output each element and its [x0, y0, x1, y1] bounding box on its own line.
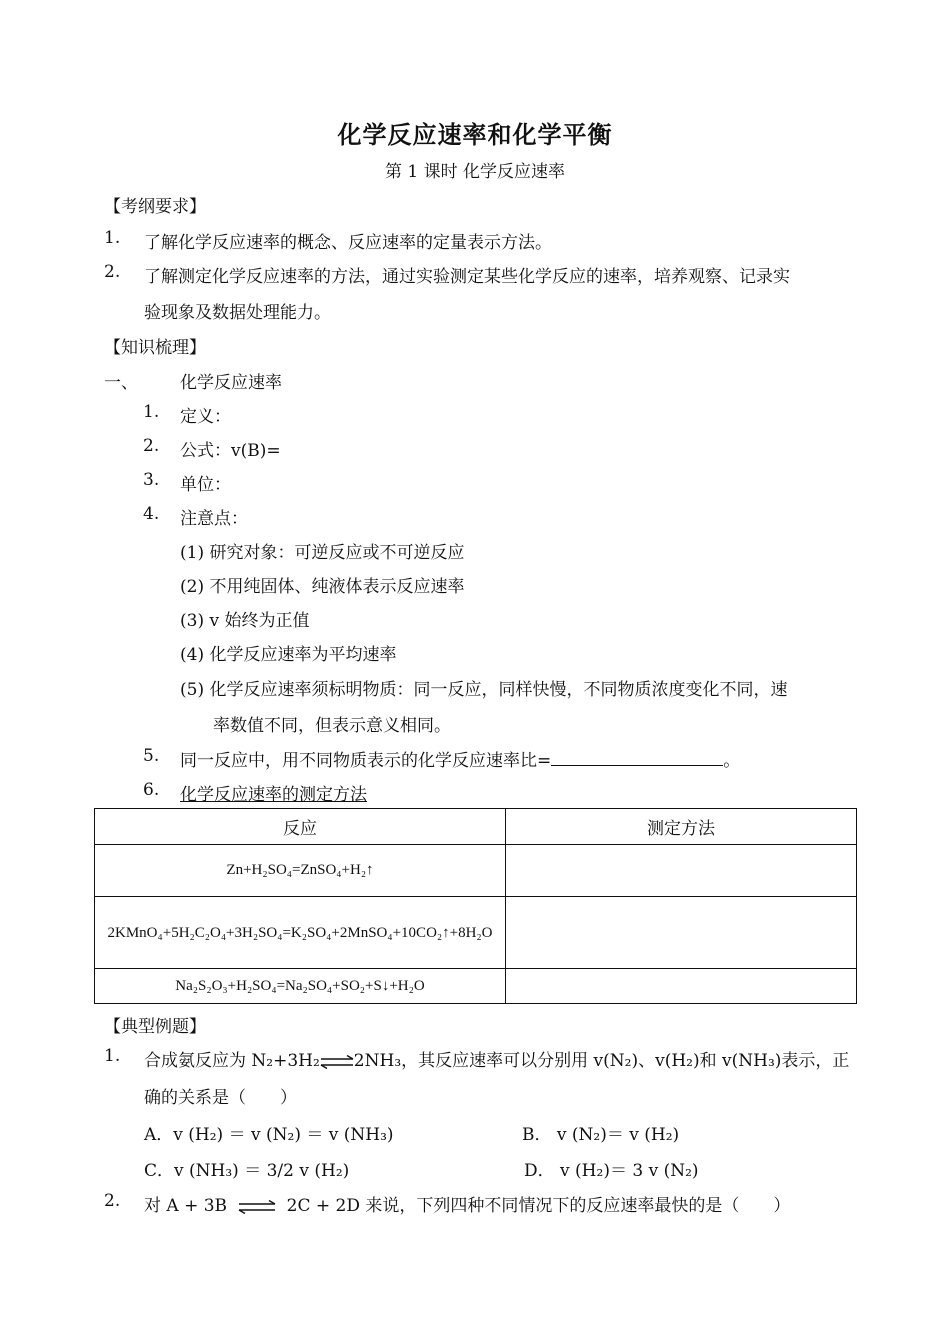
question-2-number: 2.: [104, 1191, 121, 1211]
knowledge-item-5-number: 5.: [143, 746, 160, 766]
knowledge-item-1-text: 定义：: [180, 407, 231, 427]
question-1-continuation: 确的关系是（ ）: [144, 1088, 297, 1108]
note-1: (1) 研究对象：可逆反应或不可逆反应: [180, 543, 465, 563]
section-heading-kaogang: 【考纲要求】: [104, 197, 206, 217]
option-c[interactable]: C．v (NH₃) ＝ 3/2 v (H₂): [144, 1161, 350, 1181]
section-one-number: 一、: [104, 373, 138, 393]
answer-blank[interactable]: [551, 751, 723, 766]
equilibrium-arrow-icon: [238, 1200, 276, 1214]
knowledge-item-5: [180, 746, 740, 771]
knowledge-item-6-number: 6.: [143, 780, 160, 800]
knowledge-item-5-text: 同一反应中，用不同物质表示的化学反应速率比=: [180, 751, 552, 771]
table-row: [95, 897, 857, 969]
option-a[interactable]: A．v (H₂) ＝ v (N₂) ＝ v (NH₃): [144, 1125, 394, 1145]
method-cell[interactable]: [506, 897, 857, 969]
question-1-text-b: 2NH₃，其反应速率可以分别用 v(N₂)、v(H₂)和 v(NH₃)表示，正: [353, 1051, 850, 1071]
table-header-method: 测定方法: [506, 809, 857, 845]
question-2-stem: [144, 1191, 790, 1216]
question-2-text-b: 2C + 2D 来说，下列四种不同情况下的反应速率最快的是（ ）: [286, 1196, 791, 1216]
question-2-text-a: 对 A + 3B: [144, 1196, 228, 1216]
table-row: [95, 969, 857, 1004]
option-d[interactable]: D． v (H₂)＝ 3 v (N₂): [524, 1161, 699, 1181]
reaction-cell: Na₂S₂O₃+H₂SO₄=Na₂SO₄+SO₂+S↓+H₂O: [95, 969, 506, 1004]
note-5-continuation: 率数值不同，但表示意义相同。: [213, 716, 451, 736]
question-1-text-a: 合成氨反应为 N₂+3H₂: [144, 1051, 320, 1071]
kaogang-item-2-continuation: 验现象及数据处理能力。: [144, 303, 331, 323]
lesson-subtitle: 第 1 课时 化学反应速率: [384, 162, 566, 182]
kaogang-item-1-text: 了解化学反应速率的概念、反应速率的定量表示方法。: [144, 233, 552, 253]
knowledge-item-2-text: 公式：v(B)=: [180, 441, 281, 461]
option-b[interactable]: B． v (N₂)＝ v (H₂): [522, 1125, 680, 1145]
knowledge-item-4-number: 4.: [143, 504, 160, 524]
knowledge-item-4-text: 注意点：: [180, 509, 248, 529]
note-2: (2) 不用纯固体、纯液体表示反应速率: [180, 577, 465, 597]
section-heading-zhishi: 【知识梳理】: [104, 338, 206, 358]
page-title: 化学反应速率和化学平衡: [337, 121, 613, 149]
method-cell[interactable]: [506, 845, 857, 897]
knowledge-item-3-number: 3.: [143, 470, 160, 490]
knowledge-item-5-end: 。: [723, 751, 741, 771]
question-1-stem: [144, 1046, 849, 1071]
table-row: [95, 845, 857, 897]
measurement-table: [94, 808, 857, 1004]
knowledge-item-2-number: 2.: [143, 436, 160, 456]
knowledge-item-1-number: 1.: [143, 402, 160, 422]
kaogang-item-2-number: 2.: [104, 262, 121, 282]
knowledge-item-6-text: 化学反应速率的测定方法: [180, 785, 367, 805]
note-5: (5) 化学反应速率须标明物质：同一反应，同样快慢，不同物质浓度变化不同，速: [180, 680, 788, 700]
table-header-reaction: 反应: [95, 809, 506, 845]
reaction-cell: Zn+H₂SO₄=ZnSO₄+H₂↑: [95, 845, 506, 897]
question-1-number: 1.: [104, 1046, 121, 1066]
method-cell[interactable]: [506, 969, 857, 1004]
note-3: (3) v 始终为正值: [180, 611, 310, 631]
knowledge-item-3-text: 单位：: [180, 475, 231, 495]
section-one-title: 化学反应速率: [180, 373, 282, 393]
note-4: (4) 化学反应速率为平均速率: [180, 645, 397, 665]
section-heading-examples: 【典型例题】: [104, 1017, 206, 1037]
kaogang-item-2-text: 了解测定化学反应速率的方法，通过实验测定某些化学反应的速率，培养观察、记录实: [144, 267, 790, 287]
kaogang-item-1-number: 1.: [104, 228, 121, 248]
reaction-cell: 2KMnO₄+5H₂C₂O₄+3H₂SO₄=K₂SO₄+2MnSO₄+10CO₂↑+8H₂O: [95, 897, 506, 969]
equilibrium-arrow-icon: [320, 1055, 354, 1069]
